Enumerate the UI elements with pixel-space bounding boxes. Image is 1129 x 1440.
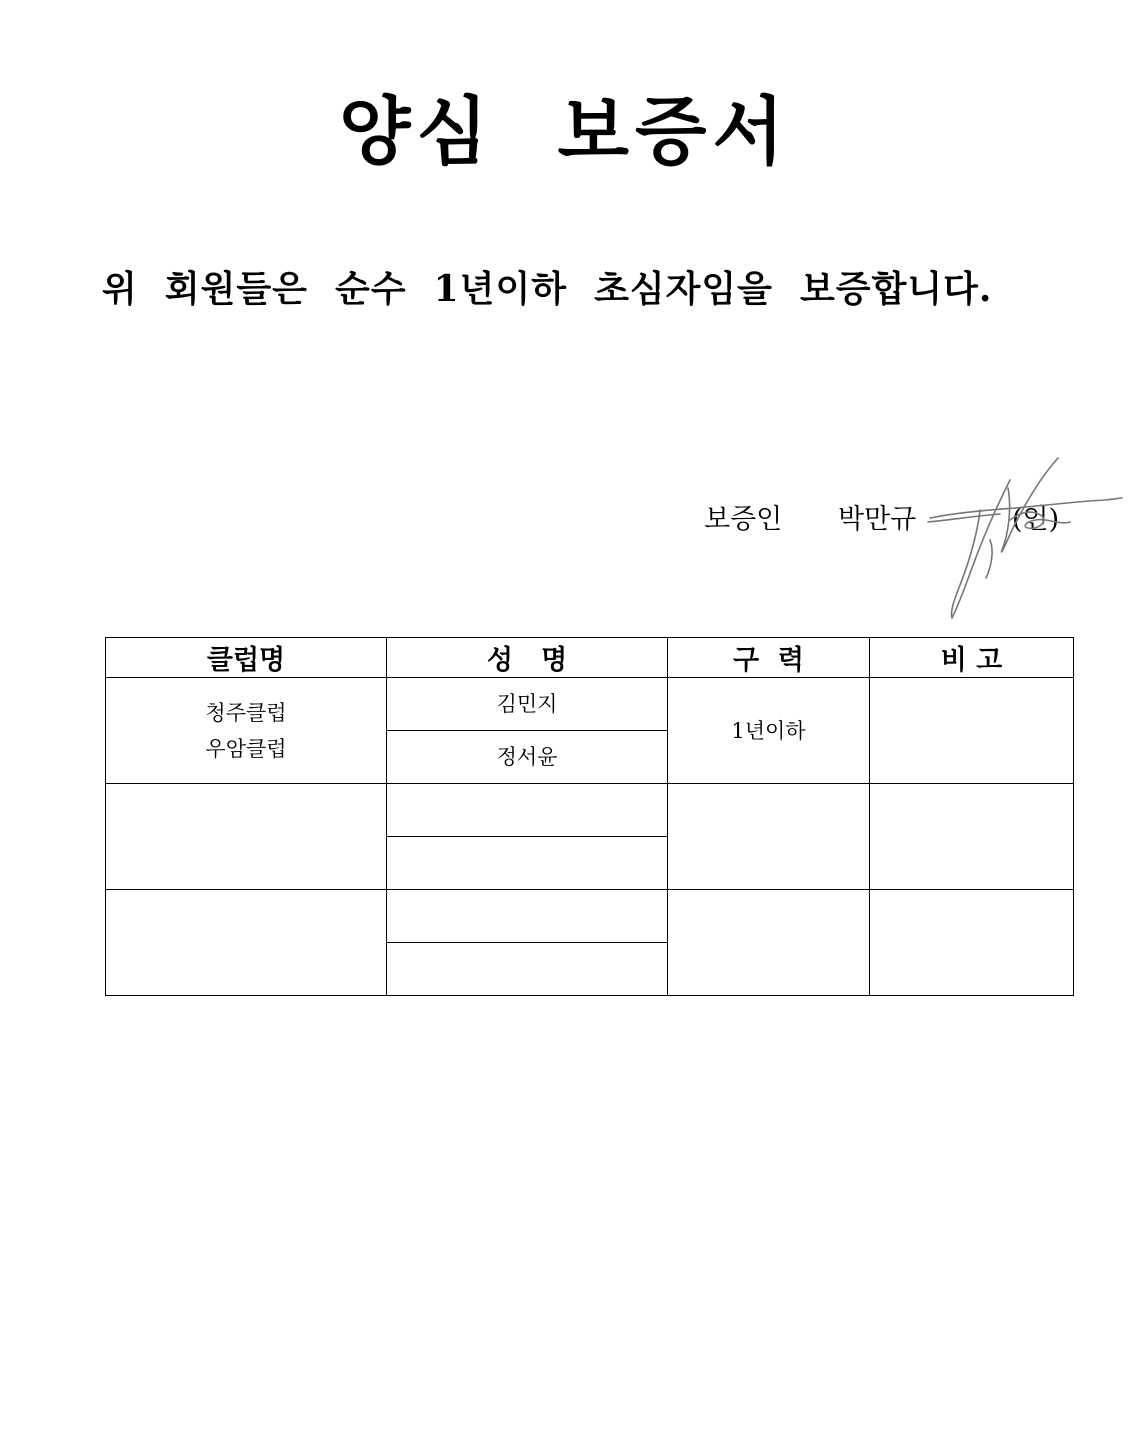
remarks-cell (870, 678, 1074, 784)
table-row (106, 784, 1074, 837)
member-name-cell (387, 784, 668, 837)
member-name-cell: 정서윤 (387, 731, 668, 784)
remarks-cell (870, 890, 1074, 996)
header-club: 클럽명 (106, 638, 387, 678)
club-name: 우암클럽 (205, 736, 287, 761)
table-row (106, 890, 1074, 943)
header-experience: 구 력 (668, 638, 870, 678)
remarks-cell (870, 784, 1074, 890)
experience-cell (668, 784, 870, 890)
member-table (105, 637, 1074, 996)
club-name: 청주클럽 (205, 700, 287, 725)
member-name-cell: 김민지 (387, 678, 668, 731)
member-name-cell (387, 890, 668, 943)
member-name-cell (387, 837, 668, 890)
club-cell (106, 784, 387, 890)
guarantor-name: 박만규 (838, 504, 917, 535)
header-name: 성 명 (387, 638, 668, 678)
experience-cell (668, 890, 870, 996)
member-name-cell (387, 943, 668, 996)
seal-mark: (인) (1012, 504, 1060, 535)
guarantor-label: 보증인 (704, 504, 783, 535)
handwritten-signature (920, 450, 1129, 625)
guarantee-statement: 위 회원들은 순수 1년이하 초심자임을 보증합니다. (102, 268, 993, 310)
header-remarks: 비 고 (870, 638, 1074, 678)
club-cell (106, 678, 387, 784)
club-cell (106, 890, 387, 996)
table-header-row (106, 638, 1074, 678)
table-row (106, 678, 1074, 731)
document-title: 양심 보증서 (339, 89, 790, 175)
experience-cell: 1년이하 (668, 678, 870, 784)
